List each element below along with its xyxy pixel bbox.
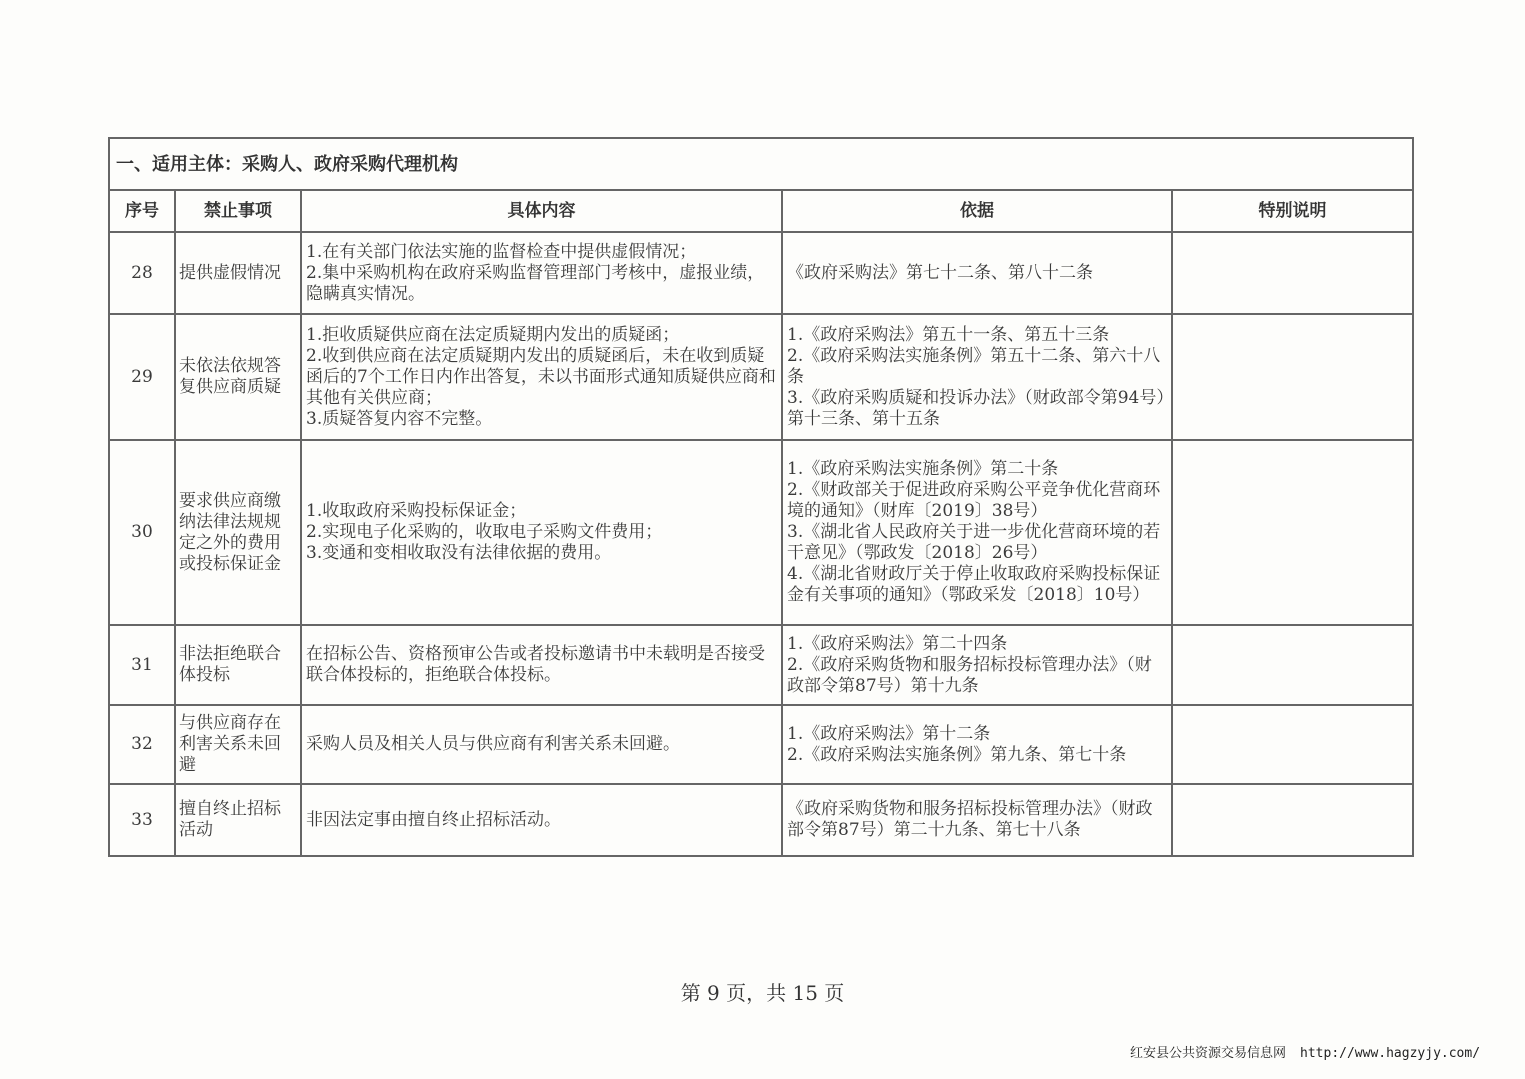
prohibition-table xyxy=(108,137,1414,857)
row-serial-no: 31 xyxy=(109,625,175,705)
content-line: 1.拒收质疑供应商在法定质疑期内发出的质疑函； xyxy=(306,324,680,345)
row-prohibited-item: 非法拒绝联合体投标 xyxy=(175,625,301,705)
basis-line: 《政府采购法》第七十二条、第八十二条 xyxy=(787,262,1093,283)
content-line: 1.在有关部门依法实施的监督检查中提供虚假情况； xyxy=(306,241,697,262)
row-specific-content xyxy=(301,784,782,856)
row-prohibited-item: 与供应商存在利害关系未回避 xyxy=(175,705,301,784)
content-line: 3.变通和变相收取没有法律依据的费用。 xyxy=(306,543,612,563)
content-line: 1.收取政府采购投标保证金； xyxy=(306,501,527,521)
row-prohibited-item: 擅自终止招标活动 xyxy=(175,784,301,856)
basis-line: 3.《政府采购质疑和投诉办法》（财政部令第94号）第十三条、第十五条 xyxy=(787,387,1165,429)
header-special-note: 特别说明 xyxy=(1172,190,1413,232)
row-prohibited-item: 要求供应商缴纳法律法规规定之外的费用或投标保证金 xyxy=(175,440,301,625)
site-watermark xyxy=(1130,1042,1480,1061)
header-prohibited-item: 禁止事项 xyxy=(175,190,301,232)
row-special-note xyxy=(1172,625,1413,705)
basis-line: 1.《政府采购法》第二十四条 xyxy=(787,633,1008,654)
row-special-note xyxy=(1172,784,1413,856)
basis-line: 1.《政府采购法实施条例》第二十条 xyxy=(787,459,1059,479)
content-line: 3.质疑答复内容不完整。 xyxy=(306,408,493,429)
basis-line: 2.《政府采购法实施条例》第九条、第七十条 xyxy=(787,744,1127,765)
basis-line: 2.《政府采购货物和服务招标投标管理办法》（财政部令第87号）第十九条 xyxy=(787,654,1152,696)
basis-line: 《政府采购货物和服务招标投标管理办法》（财政部令第87号）第二十九条、第七十八条 xyxy=(787,799,1153,840)
row-special-note xyxy=(1172,705,1413,784)
section-title-row xyxy=(109,138,1413,190)
row-serial-no: 29 xyxy=(109,314,175,440)
content-line: 2.集中采购机构在政府采购监督管理部门考核中，虚报业绩，隐瞒真实情况。 xyxy=(306,262,765,304)
row-specific-content xyxy=(301,705,782,784)
basis-line: 2.《财政部关于促进政府采购公平竞争优化营商环境的通知》（财库〔2019〕38号） xyxy=(787,480,1161,521)
table-row xyxy=(109,784,1413,856)
table-header-row xyxy=(109,190,1413,232)
row-legal-basis xyxy=(782,232,1172,314)
content-line: 采购人员及相关人员与供应商有利害关系未回避。 xyxy=(306,734,680,754)
watermark-url: http://www.hagzyjy.com/ xyxy=(1300,1046,1481,1061)
content-line: 非因法定事由擅自终止招标活动。 xyxy=(306,809,561,830)
prohibition-table-container xyxy=(108,137,1412,857)
row-serial-no: 28 xyxy=(109,232,175,314)
basis-line: 3.《湖北省人民政府关于进一步优化营商环境的若干意见》（鄂政发〔2018〕26号） xyxy=(787,522,1161,563)
content-line: 2.收到供应商在法定质疑期内发出的质疑函后，未在收到质疑函后的7个工作日内作出答复，未以书面形式通知质疑供应商和其他有关供应商； xyxy=(306,345,776,408)
watermark-site-name: 红安县公共资源交易信息网 xyxy=(1130,1046,1287,1061)
row-special-note xyxy=(1172,314,1413,440)
header-serial-no: 序号 xyxy=(109,190,175,232)
table-row xyxy=(109,314,1413,440)
row-serial-no: 33 xyxy=(109,784,175,856)
row-legal-basis xyxy=(782,440,1172,625)
row-special-note xyxy=(1172,440,1413,625)
page-number-footer: 第 9 页，共 15 页 xyxy=(680,981,845,1005)
row-specific-content xyxy=(301,314,782,440)
row-prohibited-item: 提供虚假情况 xyxy=(175,232,301,314)
row-special-note xyxy=(1172,232,1413,314)
header-legal-basis: 依据 xyxy=(782,190,1172,232)
section-title: 一、适用主体：采购人、政府采购代理机构 xyxy=(109,138,1413,190)
table-row xyxy=(109,625,1413,705)
content-line: 2.实现电子化采购的，收取电子采购文件费用； xyxy=(306,522,663,542)
basis-line: 1.《政府采购法》第五十一条、第五十三条 xyxy=(787,324,1110,345)
content-line: 在招标公告、资格预审公告或者投标邀请书中未载明是否接受联合体投标的，拒绝联合体投标。 xyxy=(306,644,765,685)
row-legal-basis xyxy=(782,625,1172,705)
row-prohibited-item: 未依法依规答复供应商质疑 xyxy=(175,314,301,440)
table-row xyxy=(109,440,1413,625)
row-serial-no: 32 xyxy=(109,705,175,784)
row-specific-content xyxy=(301,232,782,314)
basis-line: 2.《政府采购法实施条例》第五十二条、第六十八条 xyxy=(787,345,1161,387)
table-row xyxy=(109,705,1413,784)
row-legal-basis xyxy=(782,314,1172,440)
basis-line: 1.《政府采购法》第十二条 xyxy=(787,723,991,744)
row-specific-content xyxy=(301,440,782,625)
row-serial-no: 30 xyxy=(109,440,175,625)
row-legal-basis xyxy=(782,705,1172,784)
basis-line: 4.《湖北省财政厅关于停止收取政府采购投标保证金有关事项的通知》（鄂政采发〔2018〕10号） xyxy=(787,564,1161,605)
table-row xyxy=(109,232,1413,314)
row-legal-basis xyxy=(782,784,1172,856)
row-specific-content xyxy=(301,625,782,705)
header-specific-content: 具体内容 xyxy=(301,190,782,232)
